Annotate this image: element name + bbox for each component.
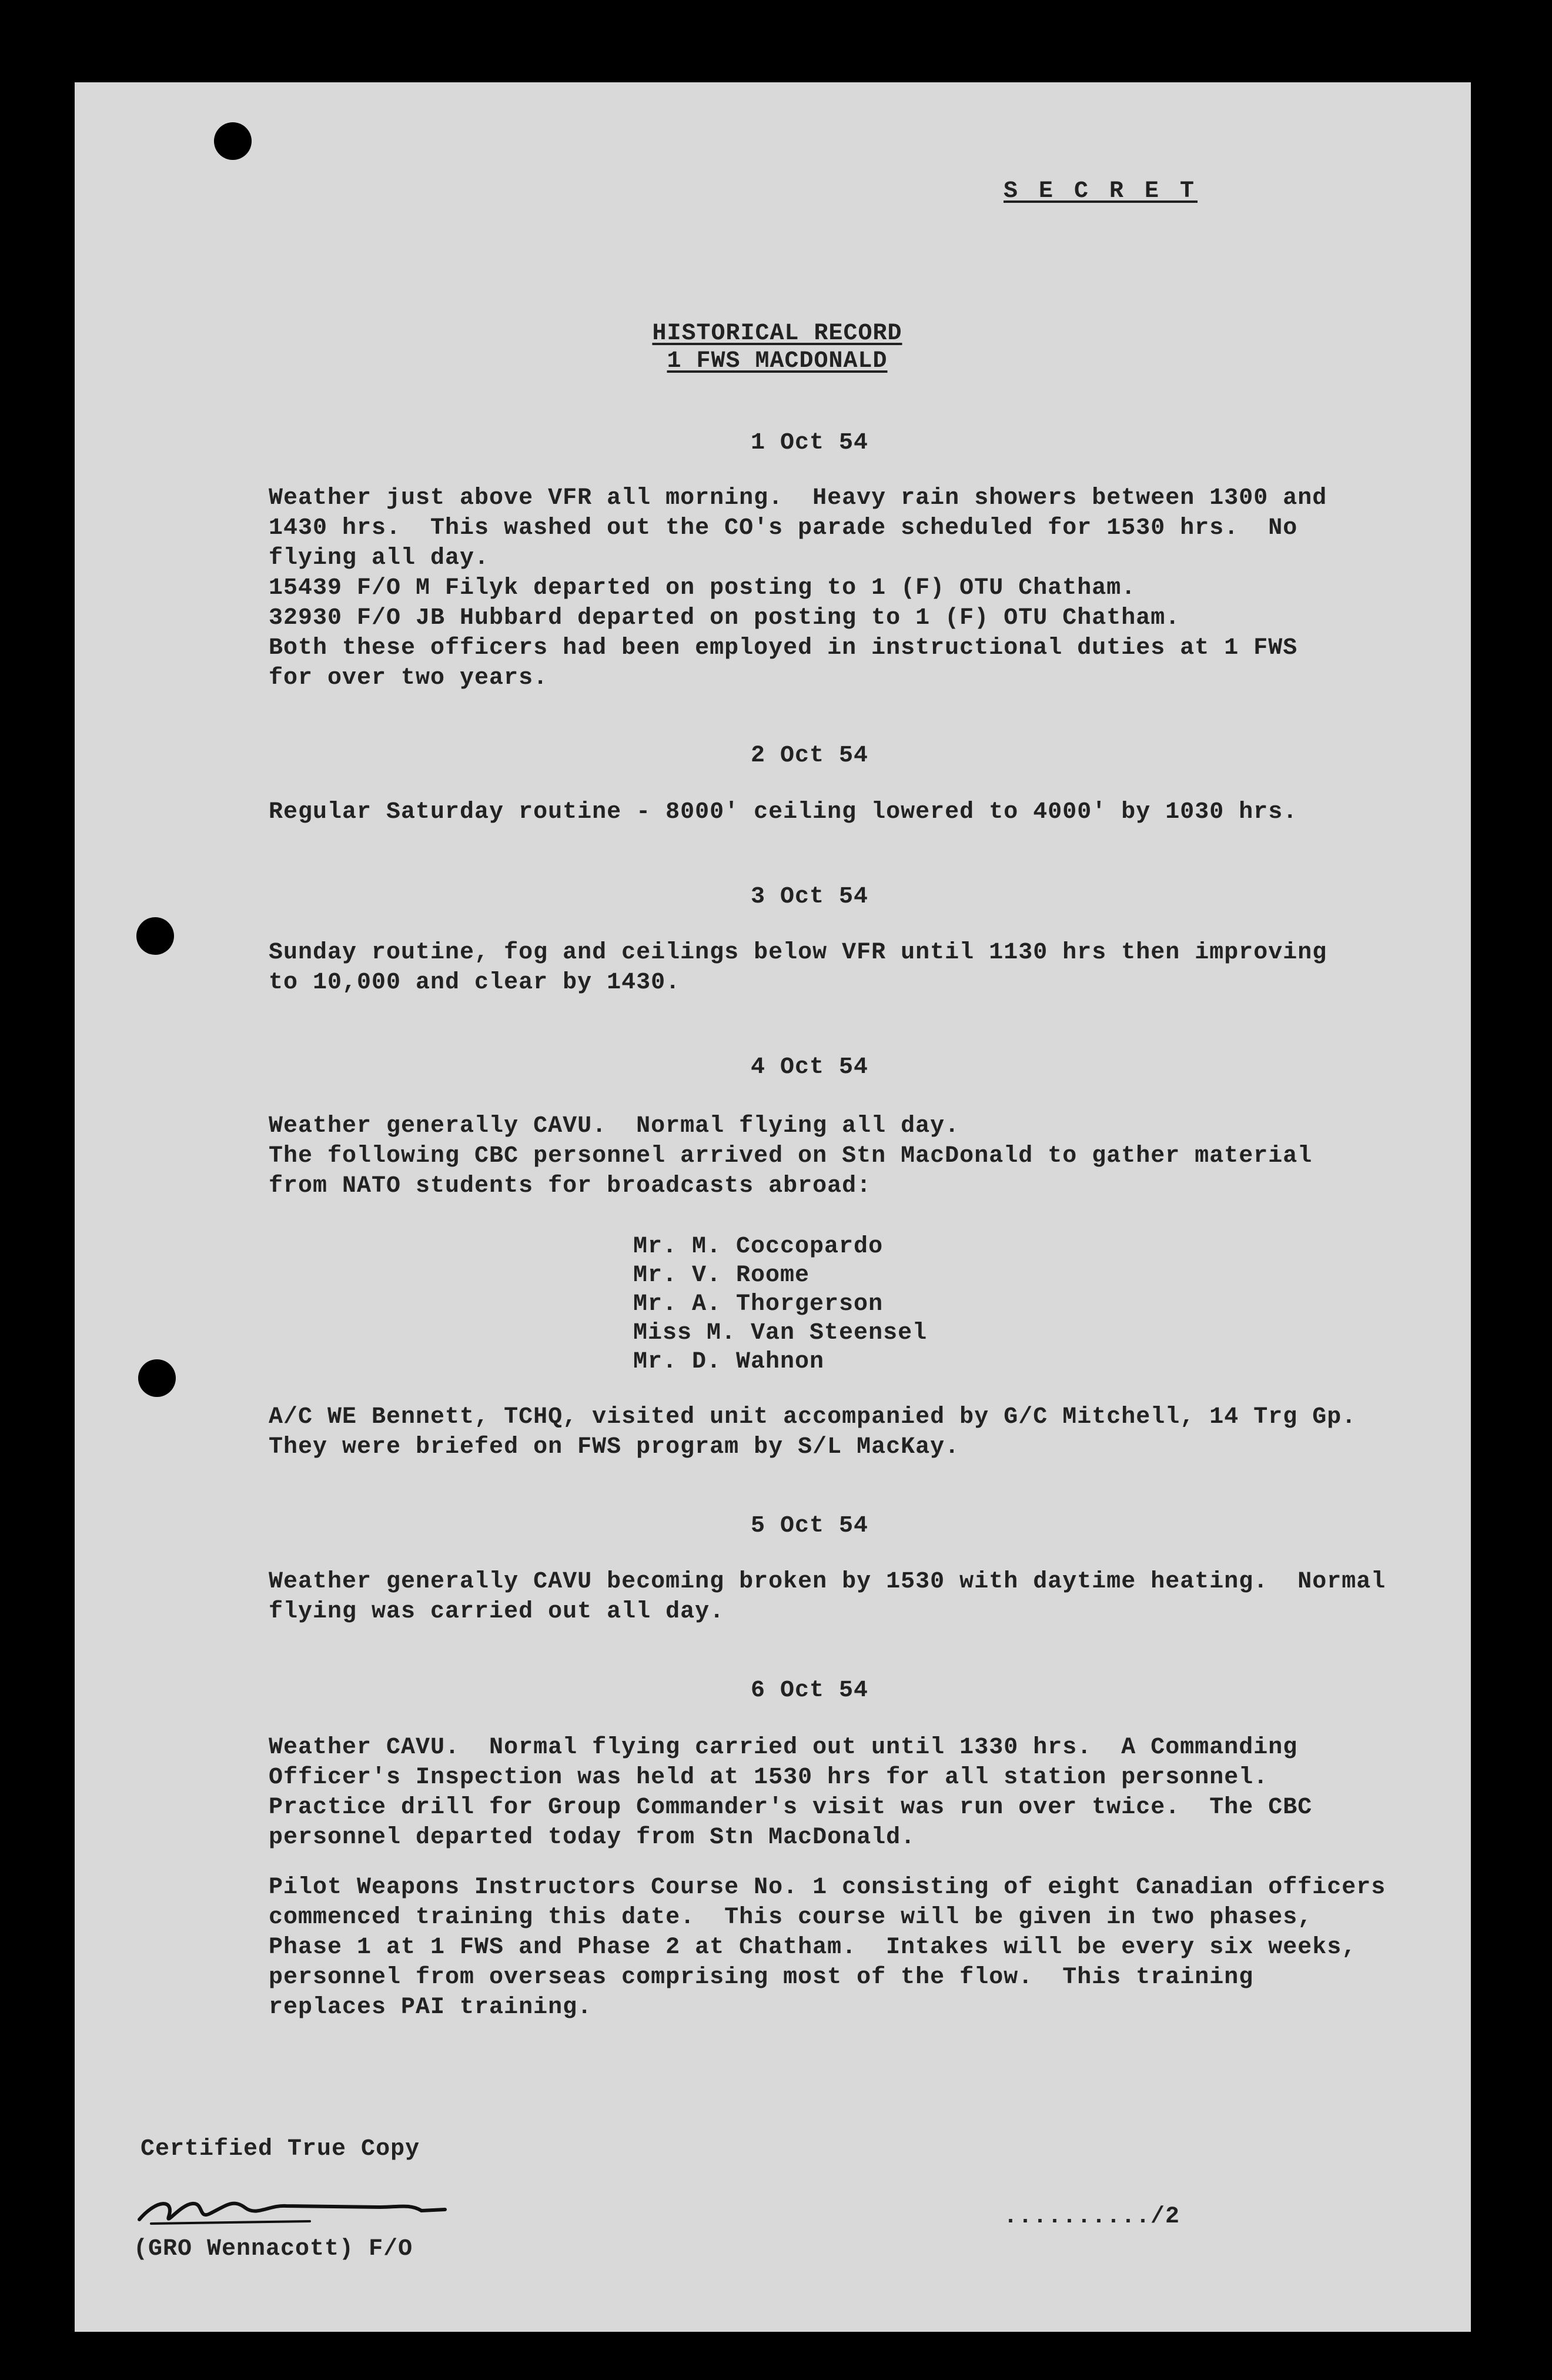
title-line-2: 1 FWS MACDONALD <box>667 348 888 375</box>
handwritten-signature <box>133 2187 463 2234</box>
entry-line: Phase 1 at 1 FWS and Phase 2 at Chatham. Intakes will be every six weeks, <box>269 1934 1357 1961</box>
entry-line: personnel from overseas comprising most of the flow. This training <box>269 1964 1254 1991</box>
entry-line: replaces PAI training. <box>269 1994 593 2021</box>
page-continuation-marker: ........../2 <box>1004 2204 1180 2230</box>
entry-line: flying was carried out all day. <box>269 1599 725 1625</box>
entry-line: Weather just above VFR all morning. Heavy rain showers between 1300 and <box>269 485 1327 512</box>
punch-hole-top <box>214 122 252 160</box>
entry-line: Sunday routine, fog and ceilings below VFR until 1130 hrs then improving <box>269 940 1327 966</box>
entry-date: 2 Oct 54 <box>750 743 869 769</box>
signer-name: (GRO Wennacott) F/O <box>133 2236 413 2262</box>
entry-line: 1430 hrs. This washed out the CO's parade scheduled for 1530 hrs. No <box>269 515 1298 541</box>
entry-line: A/C WE Bennett, TCHQ, visited unit accompanied by G/C Mitchell, 14 Trg Gp. <box>269 1404 1357 1430</box>
entry-line: Both these officers had been employed in instructional duties at 1 FWS <box>269 635 1298 661</box>
entry-line: personnel departed today from Stn MacDonald. <box>269 1824 916 1851</box>
certified-true-copy: Certified True Copy <box>141 2136 420 2162</box>
entry-date: 6 Oct 54 <box>750 1677 869 1704</box>
document-page <box>75 82 1471 2332</box>
entry-line: to 10,000 and clear by 1430. <box>269 970 681 996</box>
personnel-name: Miss M. Van Steensel <box>633 1320 928 1346</box>
personnel-name: Mr. A. Thorgerson <box>633 1291 884 1318</box>
entry-line: Officer's Inspection was held at 1530 hrs for all station personnel. <box>269 1764 1269 1791</box>
entry-line: 32930 F/O JB Hubbard departed on posting to 1 (F) OTU Chatham. <box>269 605 1180 631</box>
entry-line: from NATO students for broadcasts abroad: <box>269 1173 872 1199</box>
title-line-1: HISTORICAL RECORD <box>652 320 902 347</box>
entry-date: 4 Oct 54 <box>750 1054 869 1081</box>
personnel-name: Mr. D. Wahnon <box>633 1349 825 1375</box>
punch-hole-lower <box>138 1359 176 1397</box>
entry-line: Weather generally CAVU becoming broken by 1530 with daytime heating. Normal <box>269 1569 1386 1595</box>
entry-line: flying all day. <box>269 545 490 571</box>
entry-line: Pilot Weapons Instructors Course No. 1 consisting of eight Canadian officers <box>269 1874 1386 1901</box>
personnel-name: Mr. V. Roome <box>633 1262 810 1289</box>
entry-line: Practice drill for Group Commander's visit was run over twice. The CBC <box>269 1794 1313 1821</box>
entry-line: They were briefed on FWS program by S/L MacKay. <box>269 1434 960 1460</box>
entry-line: 15439 F/O M Filyk departed on posting to 1 (F) OTU Chatham. <box>269 575 1136 601</box>
entry-line: Weather generally CAVU. Normal flying all day. <box>269 1113 960 1139</box>
entry-date: 3 Oct 54 <box>750 884 869 910</box>
entry-line: Regular Saturday routine - 8000' ceiling lowered to 4000' by 1030 hrs. <box>269 799 1298 825</box>
classification-marking: S E C R E T <box>1004 178 1198 205</box>
entry-line: for over two years. <box>269 665 548 691</box>
personnel-name: Mr. M. Coccopardo <box>633 1234 884 1260</box>
entry-date: 1 Oct 54 <box>750 430 869 456</box>
entry-date: 5 Oct 54 <box>750 1513 869 1539</box>
entry-line: Weather CAVU. Normal flying carried out until 1330 hrs. A Commanding <box>269 1734 1298 1761</box>
entry-line: commenced training this date. This course will be given in two phases, <box>269 1904 1313 1931</box>
entry-line: The following CBC personnel arrived on Stn MacDonald to gather material <box>269 1143 1313 1169</box>
punch-hole-middle <box>136 917 174 955</box>
